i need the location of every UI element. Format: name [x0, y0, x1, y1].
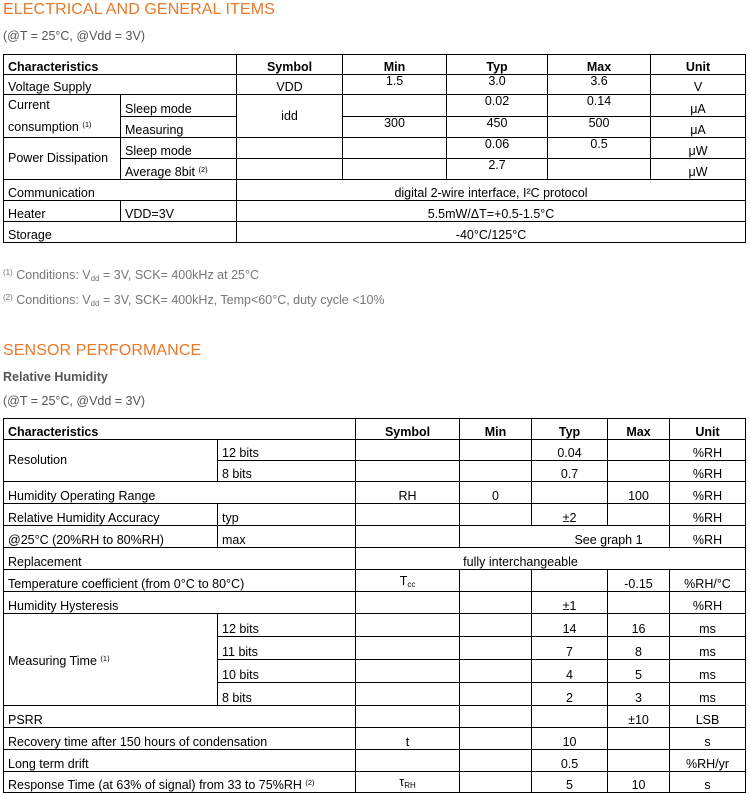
cell: Storage: [4, 222, 237, 243]
cell: LSB: [670, 706, 746, 728]
cell: [356, 637, 460, 660]
cell: [532, 570, 608, 592]
cell: Sleep mode: [121, 95, 237, 117]
cell: 1.5: [343, 75, 447, 95]
cell: Voltage Supply: [4, 75, 237, 95]
cell: [356, 440, 460, 461]
cell: Sleep mode: [121, 138, 237, 159]
cell: 12 bits: [218, 440, 356, 461]
cell: [460, 570, 532, 592]
cell: 2: [532, 683, 608, 706]
cell: 16: [608, 614, 670, 637]
cell: Long term drift: [4, 750, 356, 772]
cell: 14: [532, 614, 608, 637]
cell: 500: [548, 116, 651, 138]
col-characteristics: Characteristics: [4, 55, 237, 75]
conditions-sensor: (@T = 25°C, @Vdd = 3V): [3, 394, 146, 408]
cell: %RH: [670, 526, 746, 548]
cell: [460, 461, 532, 482]
cell: [356, 526, 460, 548]
sensor-table: [3, 418, 746, 793]
cell: ms: [670, 637, 746, 660]
cell: V: [651, 75, 746, 95]
col-characteristics: Characteristics: [4, 419, 356, 440]
cell: [460, 637, 532, 660]
cell: Communication: [4, 180, 237, 201]
cell: %RH: [670, 440, 746, 461]
table-row: [4, 75, 746, 95]
col-max: Max: [608, 419, 670, 440]
cell: 8 bits: [218, 683, 356, 706]
cell: RH: [356, 482, 460, 504]
cell: Measuring Time $^{(1)}$: [4, 614, 218, 706]
cell: ±1: [532, 592, 608, 614]
cell: 0.06: [447, 138, 548, 159]
cell: @25°C (20%RH to 80%RH): [4, 526, 218, 548]
cell: %RH/°C: [670, 570, 746, 592]
cell: [608, 592, 670, 614]
cell: PSRR: [4, 706, 356, 728]
footnote-1: $^{(1)}$ Conditions: $V_{dd} = 3V$, SCK= 400kHz at 25°C: [3, 268, 260, 283]
cell: $T_{cc}$: [356, 570, 460, 592]
col-symbol: Symbol: [237, 55, 343, 75]
cell: [608, 728, 670, 750]
cell: 450: [447, 116, 548, 138]
cell: [343, 95, 447, 117]
table-row: [4, 614, 746, 637]
cell: [608, 504, 670, 526]
cell: s: [670, 728, 746, 750]
cell: $\tau_{RH}$: [356, 772, 460, 793]
col-typ: Typ: [532, 419, 608, 440]
cell: [460, 614, 532, 637]
cell: [356, 614, 460, 637]
section-title-electrical: ELECTRICAL AND GENERAL ITEMS: [3, 1, 275, 18]
cell: %RH: [670, 482, 746, 504]
cell: [460, 660, 532, 683]
cell: 100: [608, 482, 670, 504]
table-row: [4, 201, 746, 222]
cell: 4: [532, 660, 608, 683]
col-unit: Unit: [651, 55, 746, 75]
cell: -0.15: [608, 570, 670, 592]
cell: 0.5: [548, 138, 651, 159]
cell: 3.0: [447, 75, 548, 95]
cell: fully interchangeable: [356, 548, 746, 570]
cell: Measuring: [121, 116, 237, 138]
col-min: Min: [460, 419, 532, 440]
cell: [343, 138, 447, 159]
cell: [460, 706, 532, 728]
cell: [460, 592, 532, 614]
cell: -40°C/125°C: [237, 222, 746, 243]
cell: Replacement: [4, 548, 356, 570]
cell: %RH/yr: [670, 750, 746, 772]
cell: 10 bits: [218, 660, 356, 683]
conditions-electrical: (@T = 25°C, @Vdd = 3V): [3, 29, 146, 43]
col-min: Min: [343, 55, 447, 75]
cell: 3.6: [548, 75, 651, 95]
electrical-table: [3, 54, 746, 243]
cell: [356, 592, 460, 614]
cell: t: [356, 728, 460, 750]
table-row: [4, 222, 746, 243]
cell: [237, 138, 343, 159]
cell: VDD=3V: [121, 201, 237, 222]
cell: ±2: [532, 504, 608, 526]
col-max: Max: [548, 55, 651, 75]
cell: 10: [608, 772, 670, 793]
cell: 5: [532, 772, 608, 793]
current-label: Current consumption $^{(1)}$: [4, 95, 121, 138]
cell: [608, 461, 670, 482]
table-row: [4, 138, 746, 159]
cell: 0.14: [548, 95, 651, 117]
cell: [237, 159, 343, 180]
table-row: [4, 592, 746, 614]
cell: 8: [608, 637, 670, 660]
cell: 300: [343, 116, 447, 138]
table-row: [4, 440, 746, 461]
cell: [532, 482, 608, 504]
cell: Temperature coefficient (from 0°C to 80°C): [4, 570, 356, 592]
cell: [460, 683, 532, 706]
cell: max: [218, 526, 356, 548]
table-row: [4, 504, 746, 526]
cell: μW: [651, 159, 746, 180]
cell: ms: [670, 614, 746, 637]
cell: 2.7: [447, 159, 548, 180]
cell: 7: [532, 637, 608, 660]
cell: 12 bits: [218, 614, 356, 637]
table-row: [4, 180, 746, 201]
cell: ±10: [608, 706, 670, 728]
cell: Average 8bit $^{(2)}$: [121, 159, 237, 180]
cell: 0.02: [447, 95, 548, 117]
cell: [460, 772, 532, 793]
cell: [343, 159, 447, 180]
cell: 10: [532, 728, 608, 750]
cell: [356, 504, 460, 526]
cell: %RH: [670, 504, 746, 526]
cell: [548, 159, 651, 180]
cell: [356, 683, 460, 706]
cell: Power Dissipation: [4, 138, 121, 180]
cell: %RH: [670, 592, 746, 614]
cell: 0.5: [532, 750, 608, 772]
cell: Heater: [4, 201, 121, 222]
cell: VDD: [237, 75, 343, 95]
cell: 0.7: [532, 461, 608, 482]
cell: 0.04: [532, 440, 608, 461]
cell: [356, 750, 460, 772]
table-row: [4, 570, 746, 592]
cell: Humidity Hysteresis: [4, 592, 356, 614]
cell: See graph 1: [460, 526, 670, 548]
table-row: [4, 772, 746, 793]
cell: μW: [651, 138, 746, 159]
cell: Recovery time after 150 hours of condensation: [4, 728, 356, 750]
cell: [532, 706, 608, 728]
cell: typ: [218, 504, 356, 526]
cell: [356, 660, 460, 683]
footnote-2: $^{(2)}$ Conditions: $V_{dd} = 3V$, SCK= 400kHz, Temp<60°C, duty cycle <10%: [3, 293, 385, 308]
table-row: [4, 728, 746, 750]
cell: Humidity Operating Range: [4, 482, 356, 504]
col-unit: Unit: [670, 419, 746, 440]
table-row: [4, 526, 746, 548]
cell: ms: [670, 683, 746, 706]
table-row: [4, 482, 746, 504]
cell: μA: [651, 95, 746, 117]
cell: 0: [460, 482, 532, 504]
cell: 5: [608, 660, 670, 683]
cell: [356, 706, 460, 728]
table-row: [4, 548, 746, 570]
table-row: [4, 750, 746, 772]
cell: %RH: [670, 461, 746, 482]
cell: Resolution: [4, 440, 218, 482]
cell: Relative Humidity Accuracy: [4, 504, 218, 526]
col-typ: Typ: [447, 55, 548, 75]
cell: 5.5mW/ΔT=+0.5-1.5°C: [237, 201, 746, 222]
col-symbol: Symbol: [356, 419, 460, 440]
cell: μA: [651, 116, 746, 138]
cell: [460, 728, 532, 750]
cell: [356, 461, 460, 482]
cell: [460, 504, 532, 526]
cell: 8 bits: [218, 461, 356, 482]
cell: [460, 750, 532, 772]
section-title-sensor: SENSOR PERFORMANCE: [3, 342, 202, 359]
table-row: [4, 706, 746, 728]
cell: [608, 440, 670, 461]
cell: [608, 750, 670, 772]
subsection-title-rh: Relative Humidity: [3, 370, 108, 384]
cell: 3: [608, 683, 670, 706]
cell: Response Time (at 63% of signal) from 33 to 75%RH $^{(2)}$: [4, 772, 356, 793]
cell: idd: [237, 95, 343, 138]
cell: s: [670, 772, 746, 793]
table-row: [4, 95, 746, 117]
cell: [460, 440, 532, 461]
cell: 11 bits: [218, 637, 356, 660]
cell: ms: [670, 660, 746, 683]
cell: digital 2-wire interface, I²C protocol: [237, 180, 746, 201]
